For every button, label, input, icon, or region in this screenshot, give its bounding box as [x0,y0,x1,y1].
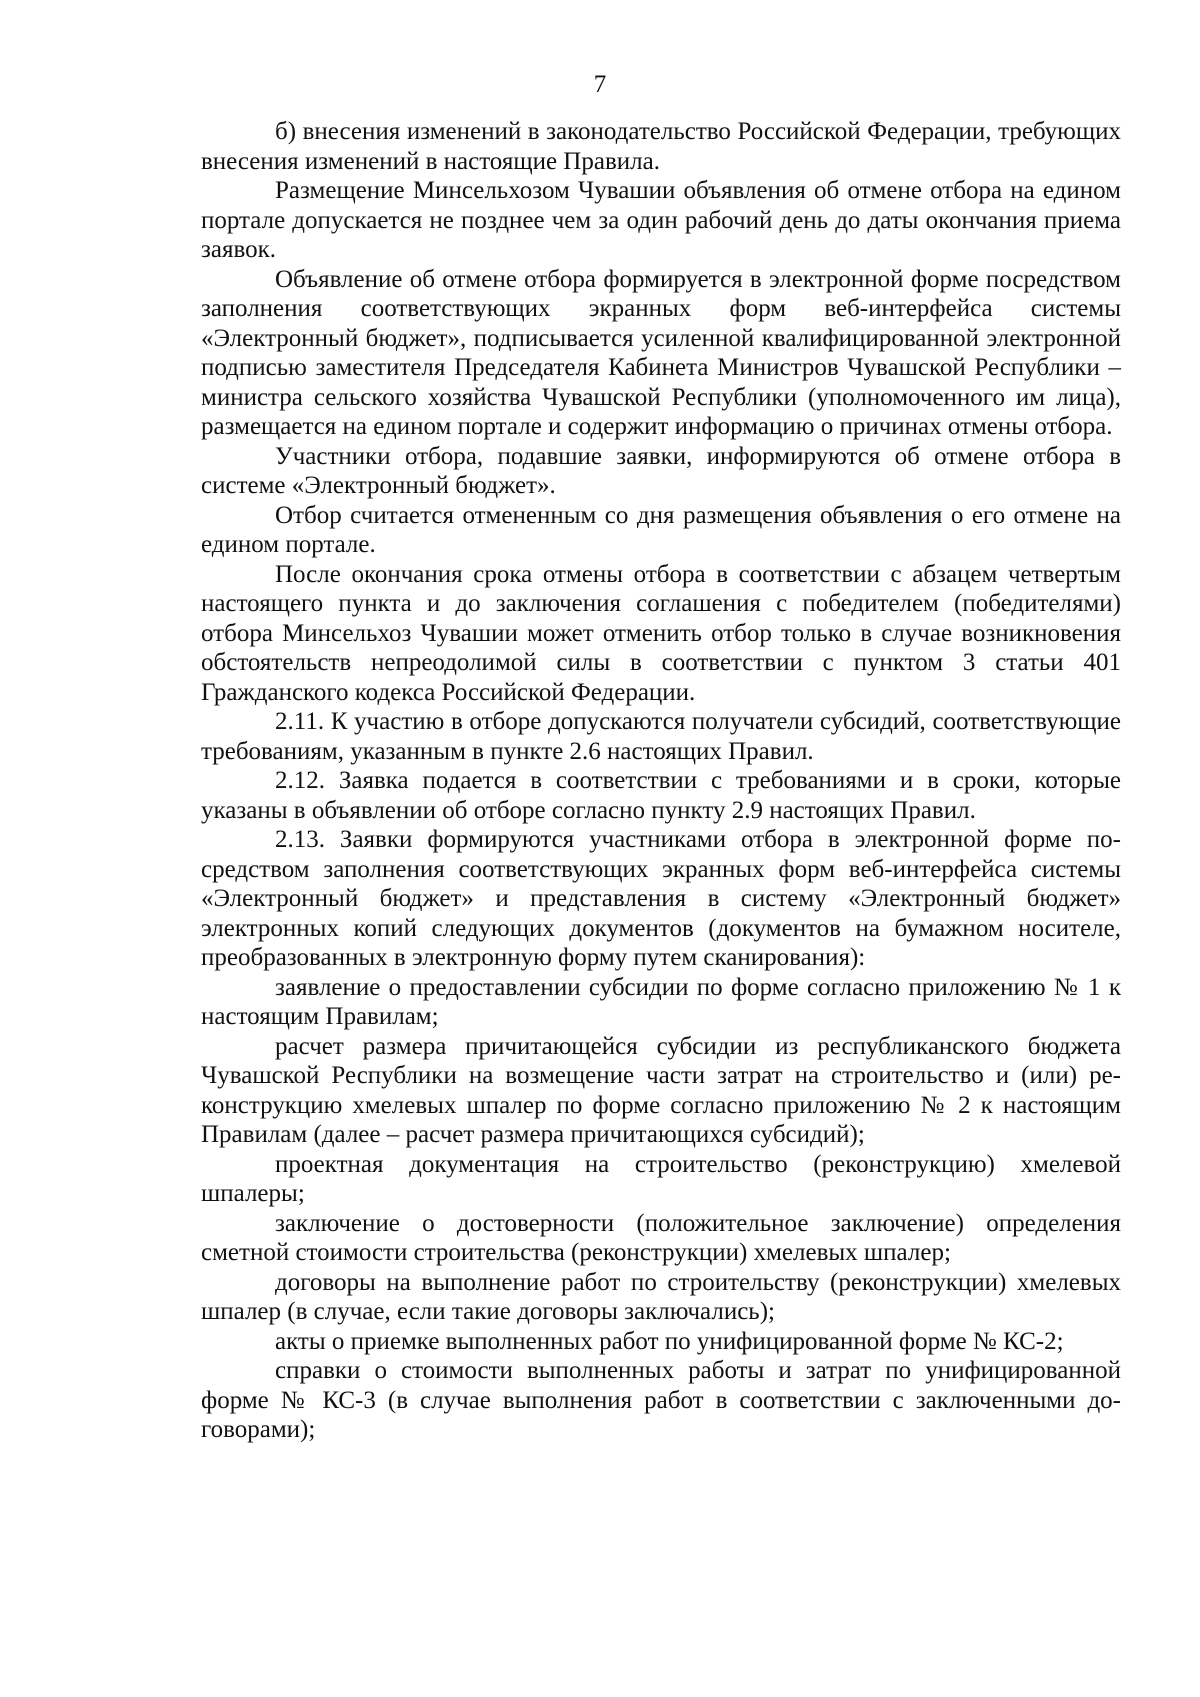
paragraph-participants-informed: Участники отбора, подавшие заявки, информируются об отмене отбора в системе «Электронный бюджет». [201,442,1121,499]
page-number: 7 [593,71,607,98]
list-item-project-documentation: проектная документация на строительство (реконструкцию) хмелевой шпалеры; [201,1150,1121,1207]
paragraph-cancellation-announcement: Объявление об отмене отбора формируется в электронной форме посредством заполнения соответствующих экранных форм веб-интерфейса системы «Электронный бюджет», подписывается усиленной квалифицированной электронной подписью заместителя Председателя Кабинета Министров Чувашской Республики – министра сельского хозяйства Чувашской Республики (уполномоченного им лица), размещается на едином портале и содержит информацию о причинах отмены отбора. [201,265,1121,440]
list-item-estimate-conclusion: заключение о достоверности (положительное заключение) определения сметной стоимости строительства (реконструкции) хмелевых шпалер; [201,1209,1121,1266]
list-item-contracts: договоры на выполнение работ по строительству (реконструкции) хмелевых шпалер (в случае, если такие договоры заключались); [201,1268,1121,1325]
paragraph-2-12: 2.12. Заявка подается в соответствии с требованиями и в сроки, которые указаны в объявлении об отборе согласно пункту 2.9 настоящих Правил. [201,767,1121,824]
list-item-cost-certificates: справки о стоимости выполненных работы и затрат по унифицированной форме № КС-3 (в случае выполнения работ в соответствии с заключенными договорами); [201,1357,1121,1443]
document-body [201,117,1121,1445]
list-item-acceptance-acts: акты о приемке выполненных работ по унифицированной форме № КС-2; [275,1327,1064,1355]
paragraph-force-majeure: После окончания срока отмены отбора в соответствии с абзацем четвертым настоящего пункта и до заключения соглашения с победителем (победителями) отбора Минсельхоз Чувашии может отменить отбор только в случае возникновения обстоятельств непреодолимой силы в соответствии с пунктом 3 статьи 401 Гражданского кодекса Российской Федерации. [201,560,1121,706]
list-item-application: заявление о предоставлении субсидии по форме согласно приложению № 1 к настоящим Правилам; [201,973,1121,1030]
paragraph-amendment-reason: б) внесения изменений в законодательство Российской Федерации, требующих внесения изменений в настоящие Правила. [201,118,1121,175]
paragraph-2-13: 2.13. Заявки формируются участниками отбора в электронной форме посредством заполнения соответствующих экранных форм веб-интерфейса системы «Электронный бюджет» и представления в систему «Электронный бюджет» электронных копий следующих документов (документов на бумажном носителе, преобразованных в электронную форму путем сканирования): [201,826,1121,971]
paragraph-selection-cancelled: Отбор считается отмененным со дня размещения объявления о его отмене на едином портале. [201,501,1121,558]
paragraph-cancellation-posting: Размещение Минсельхозом Чувашии объявления об отмене отбора на едином портале допускается не позднее чем за один рабочий день до даты окончания приема заявок. [201,177,1121,263]
paragraph-2-11: 2.11. К участию в отборе допускаются получатели субсидий, соответствующие требованиям, указанным в пункте 2.6 настоящих Правил. [201,708,1121,765]
list-item-subsidy-calculation: расчет размера причитающейся субсидии из республиканского бюджета Чувашской Республики на возмещение части затрат на строительство и (или) реконструкцию хмелевых шпалер по форме согласно приложению № 2 к настоящим Правилам (далее – расчет размера причитающихся субсидий); [201,1032,1121,1148]
